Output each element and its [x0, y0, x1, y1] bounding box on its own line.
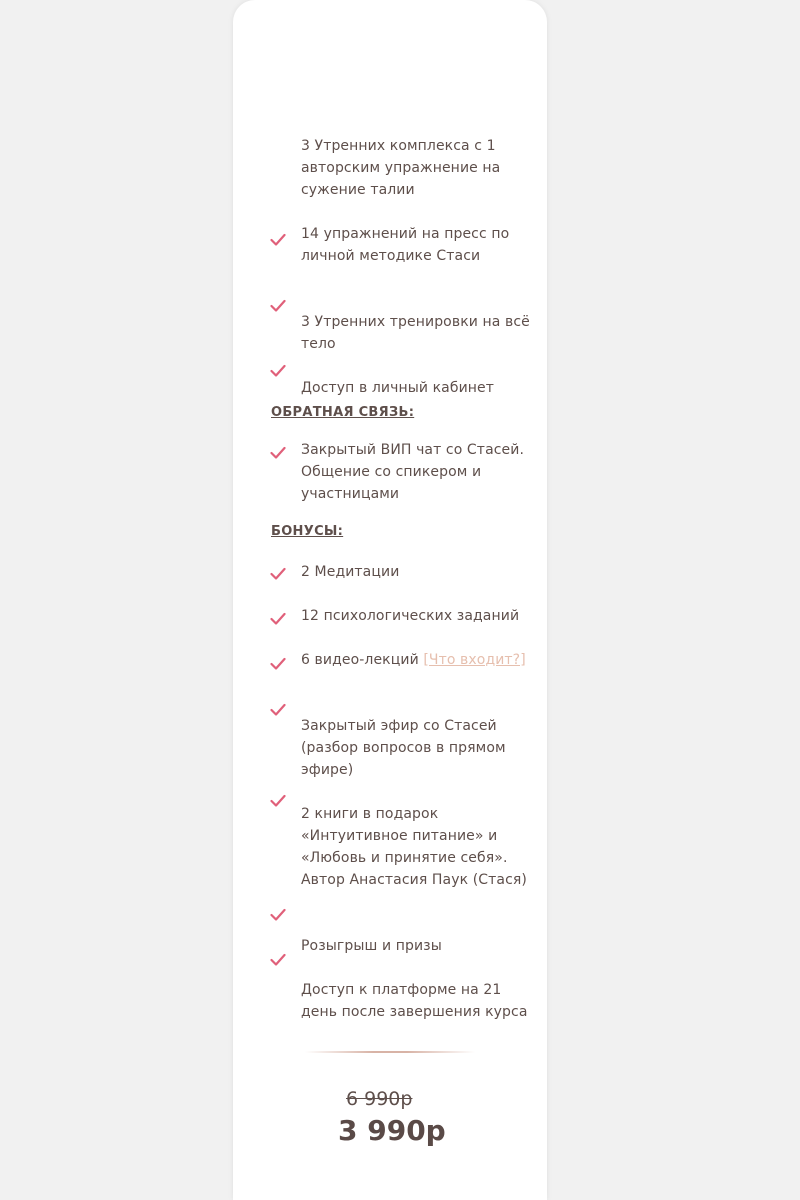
check-icon — [270, 953, 286, 967]
check-icon — [270, 703, 286, 717]
feedback-heading: ОБРАТНАЯ СВЯЗЬ: — [271, 405, 415, 420]
list-item: 3 Утренних комплекса с 1 авторским упражнение на сужение талии — [301, 138, 501, 198]
check-icon — [270, 233, 286, 247]
what-included-link[interactable]: [Что входит?] — [423, 652, 526, 668]
check-icon — [270, 794, 286, 808]
check-icon — [270, 908, 286, 922]
list-item — [301, 649, 533, 671]
check-icon — [270, 612, 286, 626]
list-item: Закрытый эфир со Стасей (разбор вопросов в прямом эфире) — [301, 718, 506, 778]
list-item: Доступ в личный кабинет — [301, 380, 495, 396]
list-item: 14 упражнений на пресс по личной методике Стаси — [301, 226, 510, 264]
check-icon — [270, 299, 286, 313]
list-item: 12 психологических заданий — [301, 608, 520, 624]
check-icon — [270, 446, 286, 460]
list-item: Закрытый ВИП чат со Стасей. Общение со спикером и участницами — [301, 442, 525, 502]
list-item: Розыгрыш и призы — [301, 938, 442, 954]
check-icon — [270, 364, 286, 378]
check-icon — [270, 567, 286, 581]
list-item: 2 книги в подарок «Интуитивное питание» и «Любовь и принятие себя». Автор Анастасия Паук (Стася) — [301, 806, 527, 888]
bonuses-heading: БОНУСЫ: — [271, 524, 344, 539]
new-price: 3 990р — [338, 1114, 446, 1147]
list-item-text: 6 видео-лекций — [301, 652, 424, 668]
divider — [305, 1051, 475, 1053]
list-item: 3 Утренних тренировки на всё тело — [301, 314, 530, 352]
list-item: 2 Медитации — [301, 564, 400, 580]
list-item: Доступ к платформе на 21 день после завершения курса — [301, 982, 528, 1020]
old-price: 6 990р — [346, 1088, 413, 1110]
check-icon — [270, 657, 286, 671]
